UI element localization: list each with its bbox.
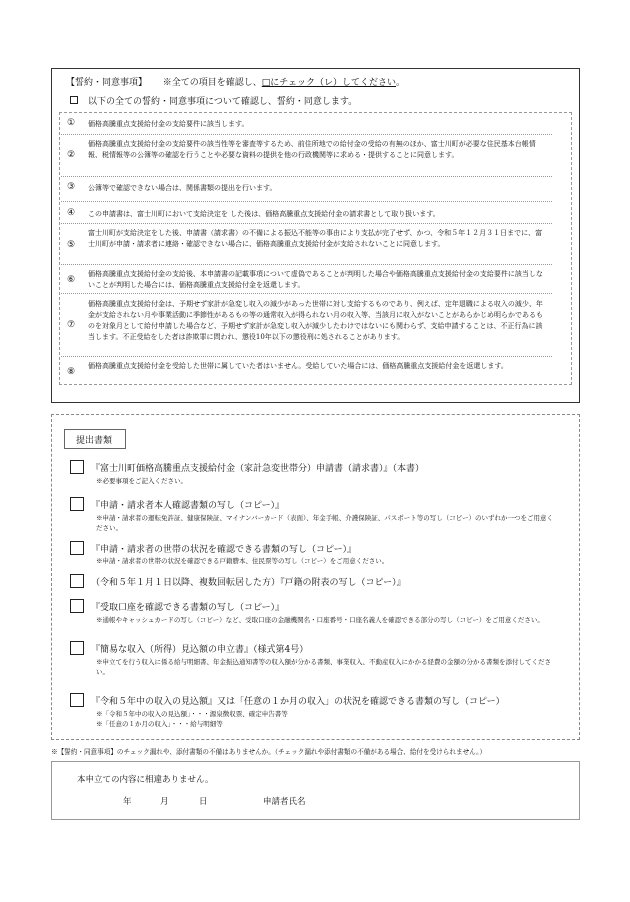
agree-all-label: 以下の全ての誓約・同意事項について確認し、誓約・同意します。	[88, 97, 358, 107]
pledge-item-number: ④	[67, 208, 76, 218]
document-title: 『申請・請求者の世帯の状況を確認できる書類の写し（コピー）』	[91, 545, 357, 555]
document-checkbox[interactable]	[70, 541, 84, 555]
document-note: ※必要事項をご記入ください。	[96, 477, 187, 485]
date-day-label: 日	[199, 797, 208, 807]
document-title: 『富士川町価格高騰重点支援給付金（家計急変世帯分）申請書（請求書）』（本書）	[91, 464, 425, 474]
document-checkbox[interactable]	[70, 574, 84, 588]
document-checkbox[interactable]	[70, 599, 84, 613]
declaration-statement: 本申立ての内容に相違ありません。	[77, 775, 214, 785]
document-note: ※通帳やキャッシュカードの写し（コピー）など、受取口座の金融機関名・口座番号・口座名義人を確認できる部分の写し（コピー）をご用意ください。	[96, 616, 544, 624]
pledge-item-text: 公簿等で確認できない場合は、関係書類の提出を行います。	[88, 184, 277, 192]
warning-note: ※【誓約・同意事項】のチェック漏れや、添付書類の不備はありませんか。（チェック漏れや添付書類の不備がある場合、給付を受けられません。）	[51, 748, 487, 756]
document-checkbox[interactable]	[70, 460, 84, 474]
document-title: 『申請・請求者本人確認書類の写し（コピー）』	[91, 501, 285, 511]
document-note: ※申立てを行う収入に係る給与明細書、年金振込通知書等の収入額が分かる書類、事業収入、不動産収入にかかる経費の金額の分かる書類を添付してください。	[96, 658, 551, 676]
agree-all-checkbox[interactable]	[70, 96, 78, 104]
pledge-item-text: 価格高騰重点支援給付金を受給した世帯に属していた者はいません。受給していた場合には、価格高騰重点支援給付金を返還します。	[88, 362, 508, 370]
pledge-item-text: 富士川町が支給決定をした後、申請書（請求書）の不備による振込不能等の事由により支払が完了せず、かつ、令和５年１２月３１日までに、富士川町が申請・請求者に連絡・確認できない場合に、価格高騰重点支援給付金が支給されないことに同意します。	[88, 229, 543, 248]
document-title: 『令和５年中の収入の見込額』又は「任意の１か月の収入」の状況を確認できる書類の写し（コピー）	[91, 697, 505, 707]
date-year-label: 年	[123, 797, 132, 807]
document-title: （令和５年１月１日以降、複数回転居した方）『戸籍の附表の写し（コピー）』	[91, 578, 406, 588]
documents-label: 提出書類	[76, 436, 113, 446]
date-month-label: 月	[160, 797, 169, 807]
pledge-item-text: 価格高騰重点支援給付金の支給要件に該当します。	[88, 120, 249, 128]
document-checkbox[interactable]	[70, 641, 84, 655]
document-checkbox[interactable]	[70, 497, 84, 511]
pledge-header-note: ※全ての項目を確認し、	[162, 78, 262, 88]
pledge-item-number: ⑧	[67, 367, 76, 377]
document-note: ※「令和５年中の収入の見込額」・・・源泉徴収票、確定申告書等 ※「任意の１か月の収入」・・・給与明細等	[96, 710, 288, 728]
pledge-item-number: ③	[67, 182, 76, 192]
document-title: 『簡易な収入（所得）見込額の申立書』（様式第4号）	[91, 645, 309, 655]
document-title: 『受取口座を確認できる書類の写し（コピー）』	[91, 603, 285, 613]
pledge-item-text: 価格高騰重点支援給付金の支給要件の該当性等を審査等するため、前住所地での給付金の受給の有無のほか、富士川町が必要な住民基本台帳情報、税情報等の公簿等の確認を行うことや必要な資料の提供を他の行政機関等に求める・提供することに同意します。	[88, 140, 536, 159]
pledge-header-label: 【誓約・同意事項】	[66, 78, 148, 88]
document-note: ※申請・請求者の世帯の状況を確認できる戸籍謄本、住民票等の写し（コピー）をご用意ください。	[96, 557, 389, 565]
document-checkbox[interactable]	[70, 693, 84, 707]
declaration-box	[51, 761, 580, 820]
pledge-item-text: この申請書は、富士川町において支給決定を した後は、価格高騰重点支援給付金の請求書として取り扱います。	[88, 210, 440, 218]
pledge-header-note-underlined: □にチェック（レ）してください	[261, 78, 397, 88]
pledge-item-text: 価格高騰重点支援給付金は、予期せず家計が急変し収入の減少があった世帯に対し支給するものであり、例えば、定年退職による収入の減少、年金が支給されない月や事業活動に季節性があるもの等の通常収入が得られない月の収入等、当該月に収入がないことがあらかじめ明らかであるものを対象月として給付申請した場合など、予期せず家計が急変し収入が減少したわけではないにも関わらず、支給申請することは、不正行為に該当します。不正受給をした者は詐欺罪に問われ、懲役10年以下の懲役刑に処されることがあります。	[88, 300, 543, 341]
pledge-item-number: ②	[67, 150, 76, 160]
pledge-header-note-end: 。	[396, 78, 406, 88]
pledge-item-number: ①	[67, 118, 76, 128]
applicant-name-label: 申請者氏名	[263, 797, 306, 807]
pledge-item-number: ⑤	[67, 240, 76, 250]
pledge-item-text: 価格高騰重点支援給付金の支給後、本申請書の記載事項について虚偽であることが判明した場合や価格高騰重点支援給付金の支給要件に該当しないことが判明した場合には、価格高騰重点支援給付金を返還します。	[88, 270, 543, 289]
pledge-item-number: ⑦	[67, 320, 76, 330]
pledge-item-number: ⑥	[67, 275, 76, 285]
document-note: ※申請・請求者の運転免許証、健康保険証、マイナンバーカード（表面）、年金手帳、介護保険証、パスポート等の写し（コピー）のいずれか一つをご用意ください。	[96, 514, 553, 532]
pledge-header	[66, 75, 405, 88]
